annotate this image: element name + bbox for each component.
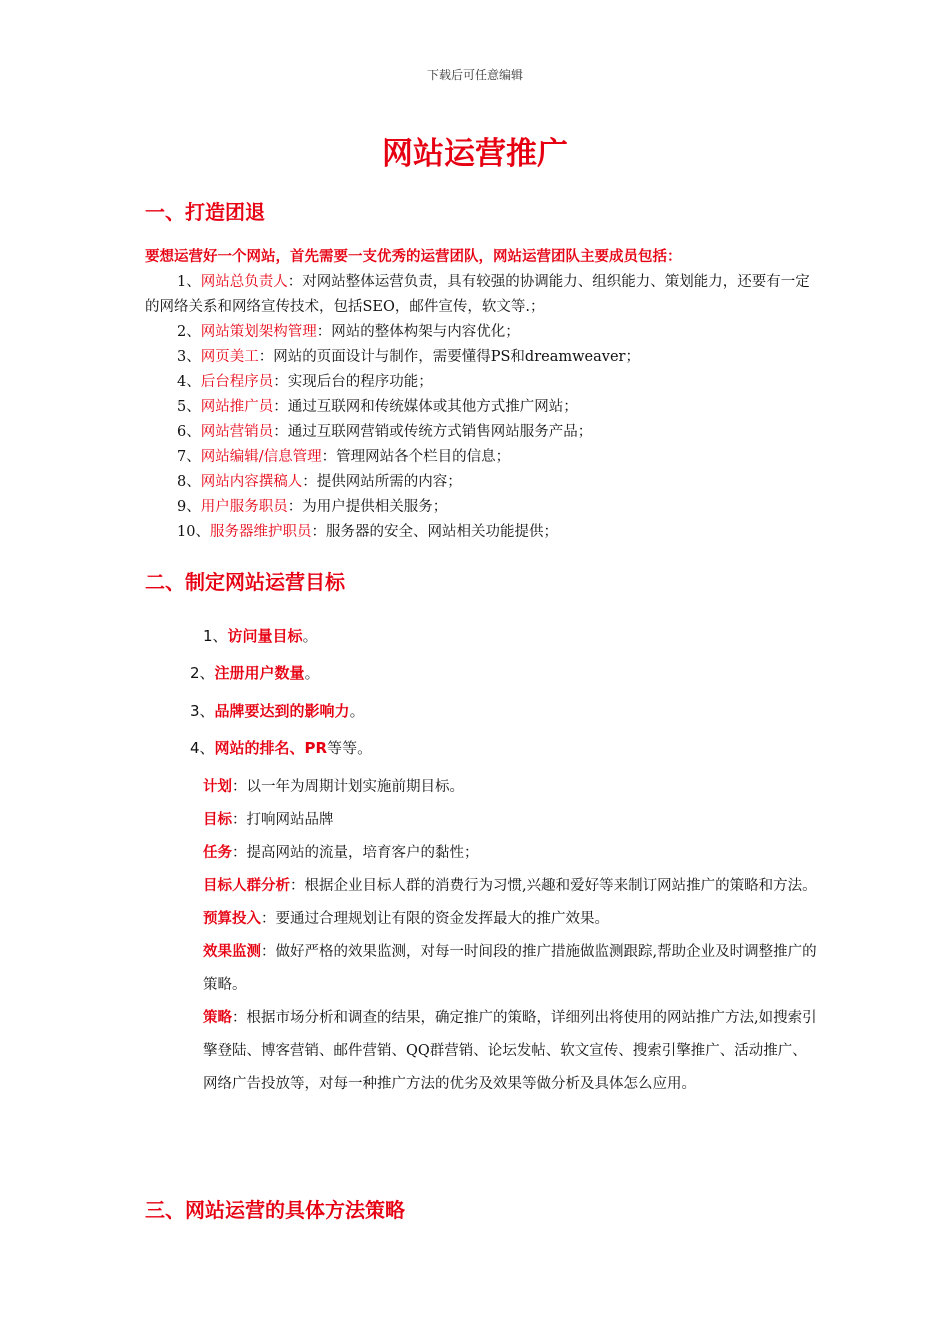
role-description: ：为用户提供相关服务； — [287, 499, 448, 515]
role-description: ：实现后台的程序功能； — [273, 374, 433, 390]
role-label: 网站营销员 — [200, 424, 274, 440]
role-number: 3、 — [177, 349, 201, 365]
goal-item — [190, 662, 320, 683]
plan-label: 计划 — [203, 779, 232, 795]
role-label: 网站推广员 — [200, 399, 274, 415]
role-item — [145, 445, 817, 470]
role-item — [145, 395, 817, 420]
role-number: 4、 — [177, 374, 201, 390]
plan-item — [203, 870, 818, 903]
section1-heading: 一、打造团退 — [145, 200, 265, 224]
role-item — [145, 370, 817, 395]
plan-text: ：打响网站品牌 — [232, 812, 334, 828]
role-item — [145, 420, 817, 445]
plan-item — [203, 1002, 818, 1101]
plan-item — [203, 903, 818, 936]
role-label: 用户服务职员 — [200, 499, 288, 515]
role-number: 8、 — [177, 474, 201, 490]
goal-item — [190, 737, 372, 758]
role-label: 网站总负责人 — [200, 274, 288, 290]
plan-item — [203, 771, 818, 804]
role-number: 1、 — [177, 274, 201, 290]
goal-number: 1、 — [203, 627, 228, 645]
role-label: 网页美工 — [200, 349, 259, 365]
role-item — [145, 470, 817, 495]
goal-suffix: 。 — [349, 702, 365, 720]
role-description: ：网站的整体构架与内容优化； — [316, 324, 520, 340]
role-description: ：通过互联网营销或传统方式销售网站服务产品； — [273, 424, 593, 440]
goal-number: 4、 — [190, 739, 215, 757]
role-label: 网站编辑/信息管理 — [200, 449, 322, 465]
section1-intro: 要想运营好一个网站，首先需要一支优秀的运营团队，网站运营团队主要成员包括： — [145, 249, 682, 265]
role-item — [145, 345, 817, 370]
role-description: ：对网站整体运营负责，具有较强的协调能力、组织能力、策划能力，还要有一定的网络关系和网络宣传技术，包括SEO，邮件宣传，软文等.； — [145, 274, 810, 315]
goal-item — [190, 700, 365, 721]
plan-text: ：以一年为周期计划实施前期目标。 — [232, 779, 464, 795]
goal-suffix: 。 — [302, 627, 318, 645]
plan-label: 预算投入 — [203, 911, 261, 927]
role-number: 7、 — [177, 449, 201, 465]
plan-text: ：做好严格的效果监测，对每一时间段的推广措施做监测跟踪,帮助企业及时调整推广的策略。 — [203, 944, 817, 993]
section2-heading: 二、制定网站运营目标 — [145, 570, 345, 594]
plan-details — [203, 771, 818, 1101]
goal-suffix: 。 — [304, 664, 320, 682]
role-description: ：网站的页面设计与制作，需要懂得PS和dreamweaver； — [258, 349, 640, 365]
plan-label: 策略 — [203, 1010, 232, 1026]
goal-label: 注册用户数量 — [214, 664, 305, 682]
goal-item — [203, 625, 318, 646]
goal-label: 品牌要达到的影响力 — [214, 702, 350, 720]
role-item — [145, 320, 817, 345]
role-label: 服务器维护职员 — [209, 524, 312, 540]
role-item — [145, 495, 817, 520]
section3-heading: 三、网站运营的具体方法策略 — [145, 1198, 405, 1222]
plan-label: 目标人群分析 — [203, 878, 290, 894]
role-number: 10、 — [177, 524, 210, 540]
goal-label: 访问量目标 — [227, 627, 303, 645]
team-roles-list — [145, 270, 817, 545]
plan-label: 任务 — [203, 845, 232, 861]
role-number: 5、 — [177, 399, 201, 415]
role-description: ：管理网站各个栏目的信息； — [321, 449, 511, 465]
plan-item — [203, 936, 818, 1002]
plan-text: ：根据市场分析和调查的结果，确定推广的策略，详细列出将使用的网站推广方法,如搜索引擎登陆、博客营销、邮件营销、QQ群营销、论坛发帖、软文宣传、搜索引擎推广、活动推广、网络广告投放等，对每一种推广方法的优劣及效果等做分析及具体怎么应用。 — [203, 1010, 817, 1092]
goal-label: 网站的排名、PR — [214, 739, 328, 757]
role-label: 网站策划架构管理 — [200, 324, 317, 340]
role-number: 2、 — [177, 324, 201, 340]
role-label: 网站内容撰稿人 — [200, 474, 303, 490]
role-number: 6、 — [177, 424, 201, 440]
role-description: ：服务器的安全、网站相关功能提供； — [311, 524, 558, 540]
plan-item — [203, 804, 818, 837]
role-description: ：通过互联网和传统媒体或其他方式推广网站； — [273, 399, 578, 415]
plan-item — [203, 837, 818, 870]
plan-text: ：提高网站的流量，培育客户的黏性； — [232, 845, 479, 861]
goal-number: 2、 — [190, 664, 215, 682]
plan-label: 目标 — [203, 812, 232, 828]
plan-text: ：要通过合理规划让有限的资金发挥最大的推广效果。 — [261, 911, 609, 927]
role-description: ：提供网站所需的内容； — [302, 474, 462, 490]
role-item — [145, 520, 817, 545]
plan-label: 效果监测 — [203, 944, 261, 960]
role-label: 后台程序员 — [200, 374, 274, 390]
role-item — [145, 270, 817, 320]
document-title: 网站运营推广 — [382, 136, 568, 172]
goal-suffix: 等等。 — [327, 739, 373, 757]
goal-number: 3、 — [190, 702, 215, 720]
header-note: 下载后可任意编辑 — [426, 68, 523, 82]
plan-text: ：根据企业目标人群的消费行为习惯,兴趣和爱好等来制订网站推广的策略和方法。 — [290, 878, 817, 894]
role-number: 9、 — [177, 499, 201, 515]
